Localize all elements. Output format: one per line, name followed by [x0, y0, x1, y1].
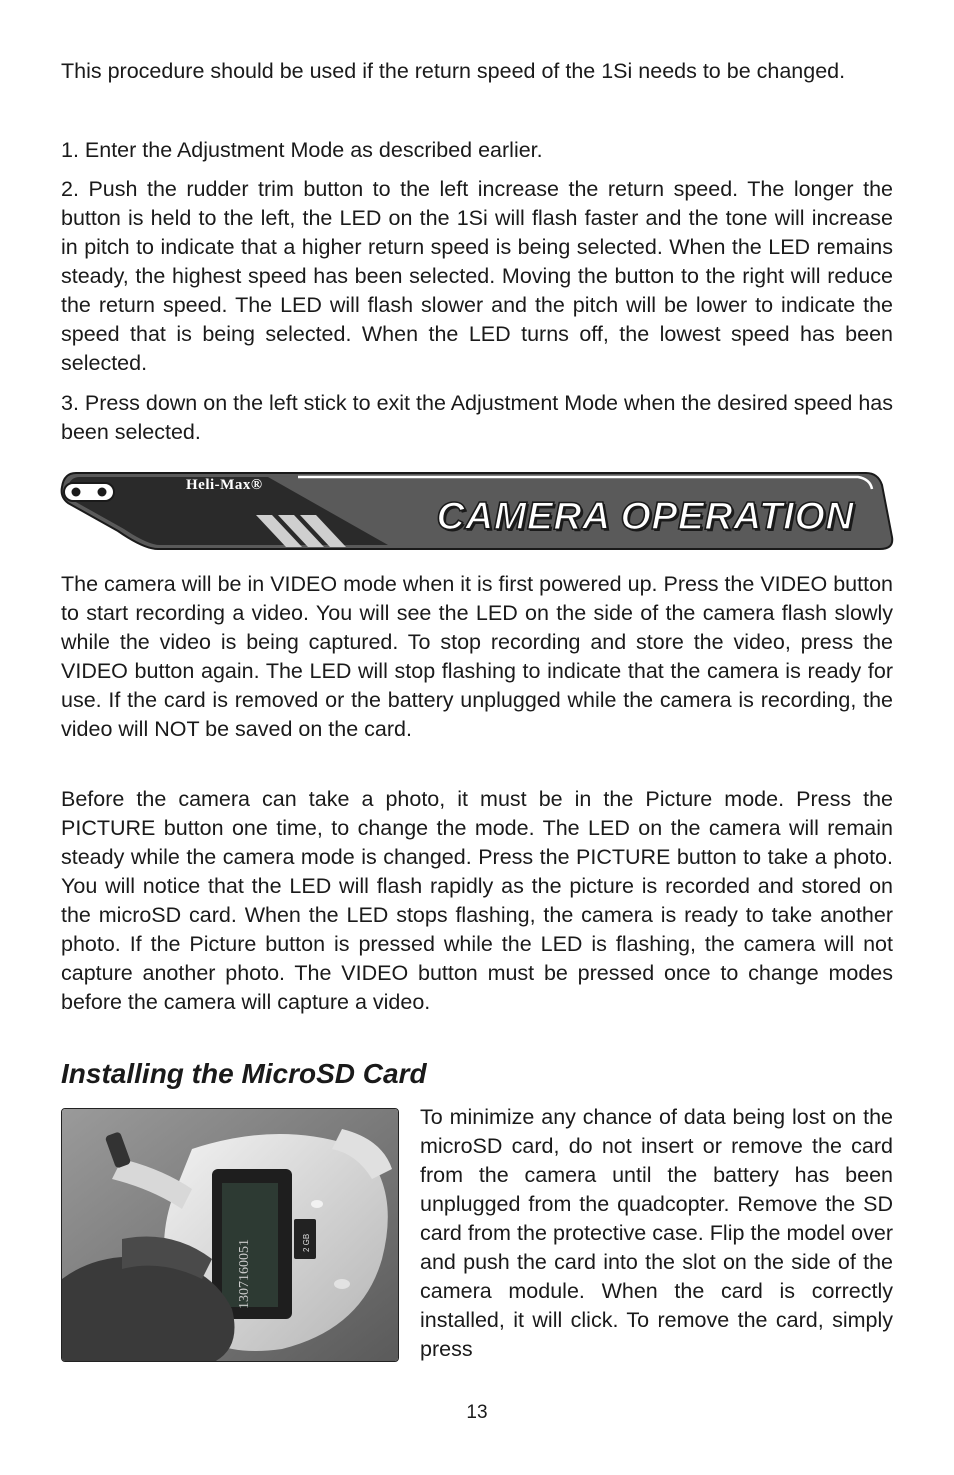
- page-number: 13: [466, 1402, 488, 1423]
- step-1: 1. Enter the Adjustment Mode as described earlier.: [61, 138, 543, 162]
- microsd-heading: Installing the MicroSD Card: [61, 1058, 427, 1089]
- brand-logo: Heli-Max®: [186, 477, 263, 493]
- section-title: CAMERA OPERATION: [436, 495, 854, 538]
- sd-card-label: 1307160051: [237, 1239, 252, 1309]
- step-3: 3. Press down on the left stick to exit the Adjustment Mode when the desired speed has been selected.: [61, 391, 893, 444]
- microsd-instructions: To minimize any chance of data being lost on the microSD card, do not insert or remove the card from the camera until the battery has been unplugged from the quadcopter. Remove the SD card from the protective case. Flip the model over and push the card into the slot on the side of the camera module. When the card is correctly installed, it will click. To remove the card, simply press: [420, 1105, 893, 1361]
- sd-card-capacity: 2 GB: [302, 1233, 311, 1252]
- step-2: 2. Push the rudder trim button to the left increase the return speed. The longer the button is held to the left, the LED on the 1Si will flash faster and the tone will increase in pitch to indicate that a higher return speed is being selected. When the LED remains steady, the highest speed has been selected. Moving the button to the right will reduce the return speed. The LED will flash slower and the pitch will be lower to indicate the speed that is being selected. When the LED turns off, the lowest speed has been selected.: [61, 177, 893, 375]
- microsd-install-photo: [61, 1108, 399, 1362]
- camera-paragraph-video: The camera will be in VIDEO mode when it is first powered up. Press the VIDEO button to start recording a video. You will see the LED on the side of the camera flash slowly while the video is being captured. To stop recording and store the video, press the VIDEO button again. The LED will stop flashing to indicate that the camera is ready for use. If the card is removed or the battery unplugged while the camera is recording, the video will NOT be saved on the card.: [61, 572, 893, 741]
- section-banner: [58, 467, 894, 555]
- intro-paragraph: This procedure should be used if the return speed of the 1Si needs to be changed.: [61, 59, 846, 83]
- camera-paragraph-picture: Before the camera can take a photo, it must be in the Picture mode. Press the PICTURE button one time, to change the mode. The LED on the camera will remain steady while the camera mode is changed. Press the PICTURE button to take a photo. You will notice that the LED will flash rapidly as the picture is recorded and stored on the microSD card. When the LED stops flashing, the camera is ready to take another photo. If the Picture button is pressed while the LED is flashing, the camera will not capture another photo. The VIDEO button must be pressed once to change modes before the camera will capture a video.: [61, 787, 893, 1014]
